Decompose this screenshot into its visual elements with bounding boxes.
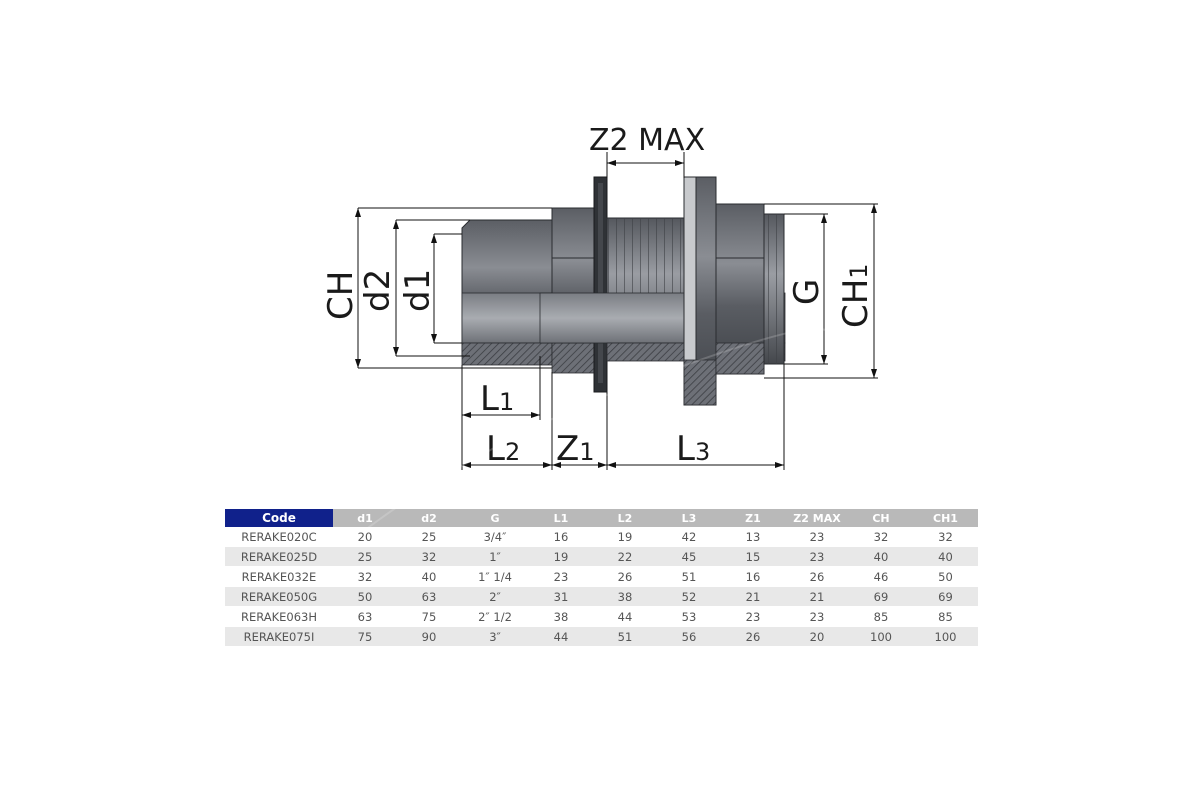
label-z1 — [556, 429, 595, 469]
table-cell-code: RERAKE050G — [225, 587, 333, 607]
table-cell-code: RERAKE020C — [225, 527, 333, 547]
table-cell: 23 — [785, 607, 849, 627]
right-washer — [684, 177, 716, 405]
table-cell: 26 — [785, 567, 849, 587]
label-d1: d1 — [398, 268, 438, 312]
table-cell: 100 — [913, 627, 978, 647]
table-cell: 22 — [593, 547, 657, 567]
column-header: d2 — [397, 509, 461, 527]
label-l2-sub: 2 — [504, 438, 521, 466]
table-row — [225, 627, 978, 647]
table-cell: 23 — [785, 527, 849, 547]
table-cell: 63 — [333, 607, 397, 627]
label-l2 — [486, 429, 520, 469]
table-cell: 52 — [657, 587, 721, 607]
table-cell: 1″ 1/4 — [461, 567, 529, 587]
label-z2-max: Z2 MAX — [589, 123, 706, 158]
label-z1-main: Z — [556, 429, 580, 469]
table-cell: 46 — [849, 567, 913, 587]
table-cell: 20 — [333, 527, 397, 547]
table-cell: 19 — [593, 527, 657, 547]
table-cell: 25 — [333, 547, 397, 567]
table-cell: 21 — [721, 587, 785, 607]
table-cell: 51 — [593, 627, 657, 647]
table-cell: 13 — [721, 527, 785, 547]
label-l3-sub: 3 — [694, 438, 711, 466]
table-cell: 50 — [333, 587, 397, 607]
table-cell: 26 — [721, 627, 785, 647]
table-cell-code: RERAKE063H — [225, 607, 333, 627]
socket-body — [462, 220, 552, 365]
table-cell: 40 — [397, 567, 461, 587]
table-cell: 53 — [657, 607, 721, 627]
table-header-row — [225, 509, 978, 527]
column-header: L1 — [529, 509, 593, 527]
table-cell: 23 — [785, 547, 849, 567]
label-l1-sub: 1 — [498, 388, 515, 416]
table-cell: 3/4″ — [461, 527, 529, 547]
column-header: Z2 MAX — [785, 509, 849, 527]
label-g: G — [787, 278, 827, 305]
column-header: Z1 — [721, 509, 785, 527]
label-ch1-main: CH — [836, 278, 876, 328]
table-cell: 75 — [333, 627, 397, 647]
table-cell: 38 — [529, 607, 593, 627]
table-cell: 75 — [397, 607, 461, 627]
table-cell: 15 — [721, 547, 785, 567]
table-cell: 16 — [721, 567, 785, 587]
lock-nut — [716, 204, 784, 374]
column-header: L2 — [593, 509, 657, 527]
table-cell: 50 — [913, 567, 978, 587]
table-row — [225, 547, 978, 567]
table-cell: 20 — [785, 627, 849, 647]
table-row — [225, 607, 978, 627]
table-cell-code: RERAKE032E — [225, 567, 333, 587]
label-ch1 — [836, 263, 876, 328]
table-cell: 31 — [529, 587, 593, 607]
table-cell: 2″ — [461, 587, 529, 607]
column-header: CH — [849, 509, 913, 527]
table-cell: 23 — [721, 607, 785, 627]
table-cell: 45 — [657, 547, 721, 567]
table-cell: 85 — [913, 607, 978, 627]
label-l2-main: L — [486, 429, 505, 469]
table-row — [225, 587, 978, 607]
label-ch: CH — [321, 270, 361, 320]
table-cell: 100 — [849, 627, 913, 647]
table-cell: 40 — [913, 547, 978, 567]
table-cell: 32 — [397, 547, 461, 567]
table-cell: 85 — [849, 607, 913, 627]
label-ch1-sub: 1 — [845, 263, 873, 279]
hex-collar — [552, 208, 594, 373]
label-z1-sub: 1 — [579, 438, 595, 466]
table-cell: 19 — [529, 547, 593, 567]
table-body — [225, 527, 978, 647]
table-cell: 23 — [529, 567, 593, 587]
table-cell: 90 — [397, 627, 461, 647]
label-d2: d2 — [358, 268, 398, 312]
table-cell: 51 — [657, 567, 721, 587]
column-header: L3 — [657, 509, 721, 527]
table-cell-code: RERAKE075I — [225, 627, 333, 647]
table-row — [225, 567, 978, 587]
table-cell: 16 — [529, 527, 593, 547]
table-cell: 56 — [657, 627, 721, 647]
table-cell: 44 — [593, 607, 657, 627]
column-header: CH1 — [913, 509, 978, 527]
table-cell: 69 — [849, 587, 913, 607]
spec-table — [225, 509, 978, 647]
table-cell: 32 — [913, 527, 978, 547]
label-l3-main: L — [676, 429, 695, 469]
column-header: d1 — [333, 509, 397, 527]
table-cell: 25 — [397, 527, 461, 547]
table-cell: 32 — [333, 567, 397, 587]
label-l1-main: L — [480, 379, 499, 419]
table-cell: 44 — [529, 627, 593, 647]
table-cell: 32 — [849, 527, 913, 547]
table-cell: 69 — [913, 587, 978, 607]
table-cell-code: RERAKE025D — [225, 547, 333, 567]
table-cell: 3″ — [461, 627, 529, 647]
column-header: G — [461, 509, 529, 527]
left-gasket — [594, 177, 607, 392]
table-cell: 40 — [849, 547, 913, 567]
table-cell: 21 — [785, 587, 849, 607]
table-cell: 38 — [593, 587, 657, 607]
table-cell: 26 — [593, 567, 657, 587]
label-l1 — [480, 379, 514, 419]
table-cell: 63 — [397, 587, 461, 607]
label-l3 — [676, 429, 710, 469]
column-header-code: Code — [225, 509, 333, 527]
table-cell: 1″ — [461, 547, 529, 567]
table-row — [225, 527, 978, 547]
table-cell: 2″ 1/2 — [461, 607, 529, 627]
table-cell: 42 — [657, 527, 721, 547]
